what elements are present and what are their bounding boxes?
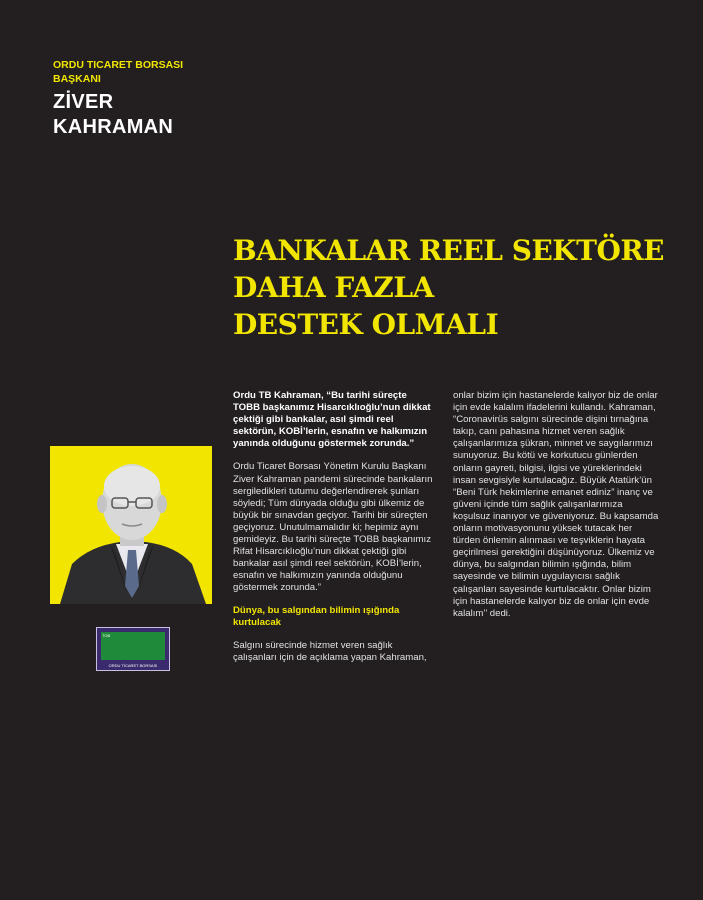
headline xyxy=(233,232,673,343)
portrait-illustration xyxy=(50,446,212,604)
org-title-line2: BAŞKANI xyxy=(53,73,101,85)
article-paragraph-3: onlar bizim için hastanelerde kalıyor biz de onlar için evde kalalım ifadelerini kullandı. Kahraman, “Coronavirüs salgını sürecinde dişini tırnağına takıp, canı pahasına hizmet veren sağlık çalışanlarımıza şükran, minnet ve saygılarımızı sunuyoruz. Bu kötü ve korkutucu günlerden onların gayreti, bilgisi, ilgisi ve yüreklerindeki insan sevgisiyle kurtulacağız. Büyük Atatürk’ün “Beni Türk hekimlerine emanet ediniz” inanç ve güveni içinde tüm sağlık çalışanlarımıza koşulsuz inanıyor ve güveniyoruz. Bu kapsamda onların motivasyonunu yüksek tutacak her türden önlemin alınması ve teşviklerin hayata geçirilmesi gerektiğini düşünüyoruz. Ülkemiz ve dünya, bu salgından bilimin ışığında, bilim sayesinde ve bilimin uygulayıcısı sağlık çalışanları sayesinde kurtulacaktır. Onlar bizim için hastanelerde kalıyor biz de onlar için evde kalalım’’ dedi. xyxy=(453,390,659,619)
article-paragraph-2: Salgını sürecinde hizmet veren sağlık çalışanları için de açıklama yapan Kahraman, xyxy=(233,639,427,663)
portrait-photo xyxy=(50,446,212,604)
org-title-line1: ORDU TICARET BORSASI xyxy=(53,59,184,71)
logo-mark: TOB xyxy=(102,633,111,638)
article-lead: Ordu TB Kahraman, “Bu tarihi süreçte TOBB başkanımız Hisarcıklıoğlu’nun dikkat çektiği gibi bankalar, asıl şimdi reel sektörün, KOBİ’lerin, esnafın ve halkımızın yanında olduğunu göstermek zorunda.” xyxy=(233,390,431,450)
person-name-line1: ZİVER xyxy=(53,91,114,113)
person-name-line2: KAHRAMAN xyxy=(53,116,174,138)
org-title xyxy=(53,58,253,86)
article-paragraph-1: Ordu Ticaret Borsası Yönetim Kurulu Başkanı Ziver Kahraman pandemi sürecinde bankaların sergiledikleri tutumu değerlendirerek şunları söyledi; Tüm dünyada olduğu gibi ülkemiz de büyük bir sınavdan geçiyor. Tarihi bir süreçten geçiyoruz. Unutulmamalıdır ki; hepimiz aynı gemideyiz. Bu tarihi süreçte TOBB başkanımız Rifat Hisarcıklıoğlu’nun dikkat çektiği gibi bankalar asıl şimdi reel sektörün, KOBİ’lerin, esnafın ve halkımızın yanında olduğunu göstermek zorunda.” xyxy=(233,461,433,594)
person-name xyxy=(53,90,253,140)
logo-text: ORDU TİCARET BORSASI xyxy=(108,663,158,668)
article-column-1 xyxy=(233,390,433,664)
logo-emblem xyxy=(101,632,165,660)
org-logo xyxy=(96,627,170,671)
headline-line2: DAHA FAZLA xyxy=(233,271,434,304)
headline-line1: BANKALAR REEL SEKTÖRE xyxy=(233,234,664,267)
article-column-2 xyxy=(453,390,659,620)
article-subhead: Dünya, bu salgından bilimin ışığında kurtulacak xyxy=(233,604,400,628)
headline-line3: DESTEK OLMALI xyxy=(233,308,499,341)
